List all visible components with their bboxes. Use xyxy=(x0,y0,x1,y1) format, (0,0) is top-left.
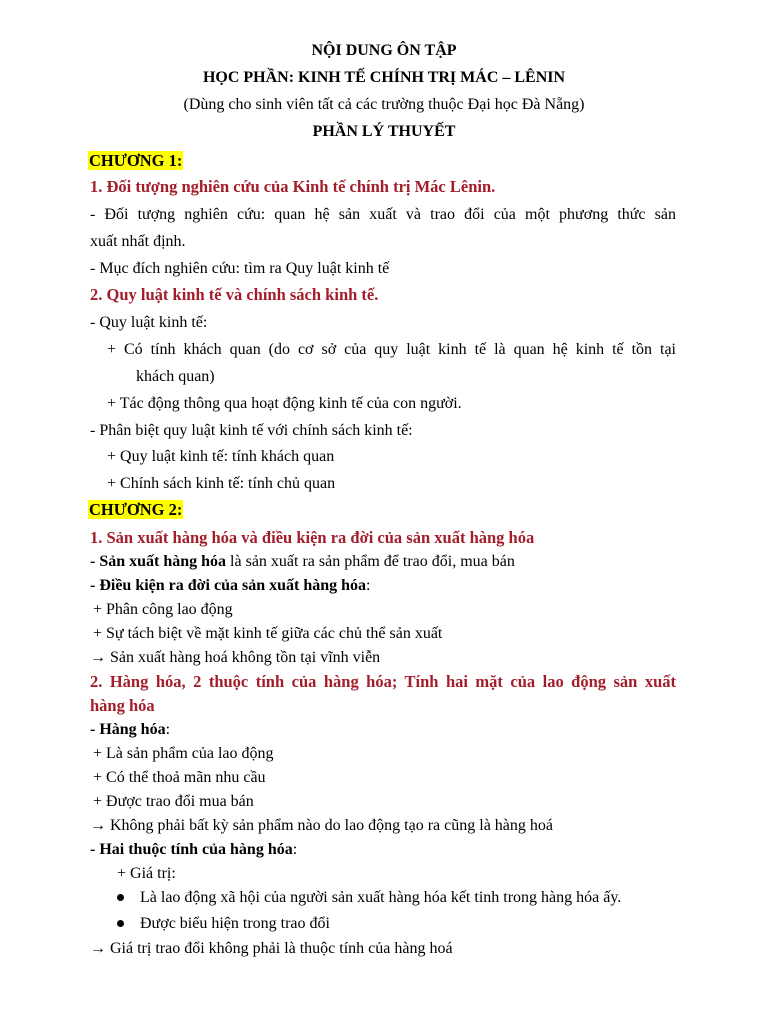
ch2-s1-para-2 xyxy=(90,575,768,597)
ch2-s1-para-4: + Sự tách biệt về mặt kinh tế giữa các chủ thể sản xuất xyxy=(93,625,443,642)
chapter-1-label xyxy=(88,150,768,173)
ch1-s2-para-5: + Quy luật kinh tế: tính khách quan xyxy=(107,448,335,465)
bullet-item-1 xyxy=(117,887,768,909)
ch1-s2-para-4: - Phân biệt quy luật kinh tế với chính sách kinh tế: xyxy=(90,422,413,439)
bullet-item-2 xyxy=(117,913,768,935)
ch1-s1-para-2: - Mục đích nghiên cứu: tìm ra Quy luật kinh tế xyxy=(90,260,390,277)
ch1-s2-para-2b: khách quan) xyxy=(136,368,215,385)
course-title: HỌC PHẦN: KINH TẾ CHÍNH TRỊ MÁC – LÊNIN xyxy=(202,69,566,86)
doc-subtitle: (Dùng cho sinh viên tất cả các trường thuộc Đại học Đà Nẵng) xyxy=(183,96,585,113)
doc-title: NỘI DUNG ÔN TẬP xyxy=(311,42,457,59)
ch1-s2-para-6: + Chính sách kinh tế: tính chủ quan xyxy=(107,475,336,492)
ch1-s2-para-1: - Quy luật kinh tế: xyxy=(90,314,208,331)
dash: - xyxy=(90,553,100,570)
ch1-s1-para-1b: xuất nhất định. xyxy=(90,233,186,250)
ch1-section-2-title: 2. Quy luật kinh tế và chính sách kinh tế. xyxy=(90,285,379,304)
ch2-s2-para-6 xyxy=(90,839,768,861)
colon: : xyxy=(366,577,371,594)
part-heading: PHẦN LÝ THUYẾT xyxy=(312,123,456,140)
colon: : xyxy=(165,721,171,738)
ch1-section-1-title: 1. Đối tượng nghiên cứu của Kinh tế chính trị Mác Lênin. xyxy=(90,177,496,196)
chapter-2-label xyxy=(88,499,768,522)
ch2-s2-para-8: → Giá trị trao đổi không phải là thuộc tính của hàng hoá xyxy=(90,940,453,957)
ch1-s2-para-3: + Tác động thông qua hoạt động kinh tế của con người. xyxy=(107,395,462,412)
ch2-s2-para-3: + Có thể thoả mãn nhu cầu xyxy=(93,769,266,786)
term-dieu-kien: Điều kiện ra đời của sản xuất hàng hóa xyxy=(99,577,367,594)
ch2-s1-para-3: + Phân công lao động xyxy=(93,601,233,618)
dash: - xyxy=(90,841,100,858)
ch2-s2-para-4: + Được trao đổi mua bán xyxy=(93,793,254,810)
term-san-xuat-hang-hoa: Sản xuất hàng hóa xyxy=(99,553,227,570)
ch2-s2-para-2: + Là sản phẩm của lao động xyxy=(93,745,274,762)
ch2-s2-para-7: + Giá trị: xyxy=(117,865,176,882)
ch1-s1-para-1a: - Đối tượng nghiên cứu: quan hệ sản xuất và trao đổi của một phương thức sản xyxy=(90,206,676,223)
colon: : xyxy=(292,841,298,858)
chapter-2-highlight: CHƯƠNG 2: xyxy=(89,500,183,519)
term-hai-thuoc-tinh: Hai thuộc tính của hàng hóa xyxy=(99,841,293,858)
bullet-text: Được biểu hiện trong trao đổi xyxy=(140,915,330,932)
ch2-section-2-title-b: hàng hóa xyxy=(90,696,155,715)
ch2-s2-para-5: → Không phải bất kỳ sản phẩm nào do lao động tạo ra cũng là hàng hoá xyxy=(90,817,553,834)
dash: - xyxy=(90,721,100,738)
bullet-dot-icon xyxy=(117,894,124,901)
ch2-s2-para-1 xyxy=(90,719,768,741)
ch2-section-1-title: 1. Sản xuất hàng hóa và điều kiện ra đời của sản xuất hàng hóa xyxy=(90,528,535,547)
dash: - xyxy=(90,577,100,594)
term-hang-hoa: Hàng hóa xyxy=(99,721,166,738)
ch1-s2-para-2a: + Có tính khách quan (do cơ sở của quy luật kinh tế là quan hệ kinh tế tồn tại xyxy=(107,341,676,358)
definition-text: là sản xuất ra sản phẩm để trao đổi, mua bán xyxy=(226,553,515,570)
bullet-dot-icon xyxy=(117,920,124,927)
ch2-s1-para-1 xyxy=(90,551,768,573)
bullet-text: Là lao động xã hội của người sản xuất hàng hóa kết tinh trong hàng hóa ấy. xyxy=(140,889,622,906)
chapter-1-highlight: CHƯƠNG 1: xyxy=(89,151,183,170)
ch2-s1-para-5: → Sản xuất hàng hoá không tồn tại vĩnh viễn xyxy=(90,649,381,666)
ch2-section-2-title-a: 2. Hàng hóa, 2 thuộc tính của hàng hóa; Tính hai mặt của lao động sản xuất xyxy=(90,672,676,691)
